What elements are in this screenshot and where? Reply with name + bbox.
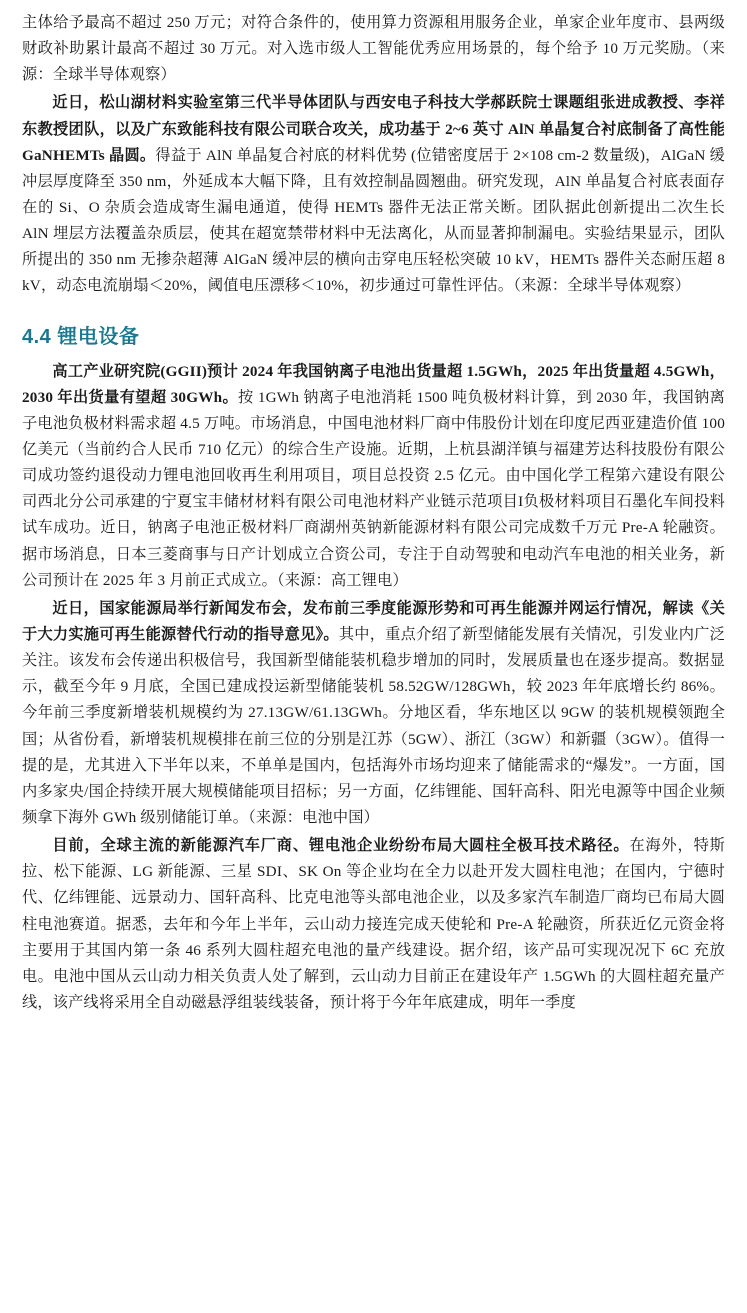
paragraph-lead-ggii: 高工产业研究院(GGII)预计 2024 年我国钠离子电池出货量超 1.5GWh，2025 年出货量超 4.5GWh，2030 年出货量有望超 30GWh。 bbox=[22, 362, 725, 406]
paragraph-lead-energy-bureau: 近日，国家能源局举行新闻发布会，发布前三季度能源形势和可再生能源并网运行情况，解读《关于大力实施可再生能源替代行动的指导意见》。 bbox=[22, 599, 725, 643]
paragraph-large-cylindrical bbox=[22, 833, 725, 1016]
paragraph-body-ggii: 按 1GWh 钠离子电池消耗 1500 吨负极材料计算，到 2030 年，我国钠离子电池负极材料需求超 4.5 万吨。市场消息，中国电池材料厂商中伟股份计划在印度尼西亚建造价值 100 亿美元（当前约合人民币 710 亿元）的综合生产设施。近期，上杭县湖洋镇与福建芳达科技股份有限公司成功签约退役动力锂电池回收再生利用项目，项目总投资 2.5 亿元。由中国化学工程第六建设有限公司西北分公司承建的宁夏宝丰储材材料有限公司电池材料产业链示范项目I负极材料项目石墨化车间投料试车成功。近日，钠离子电池正极材料厂商湖州英钠新能源材料有限公司完成数千万元 Pre-A 轮融资。据市场消息，日本三菱商事与日产计划成立合资公司，专注于自动驾驶和电动汽车电池的相关业务，新公司预计在 2025 年 3 月前正式成立。（来源：高工锂电） bbox=[22, 388, 725, 589]
paragraph-block-ggii bbox=[22, 359, 725, 594]
paragraph-energy-bureau bbox=[22, 596, 725, 831]
paragraph-block-gan-hemts bbox=[22, 90, 725, 299]
paragraph-subsidy: 主体给予最高不超过 250 万元；对符合条件的，使用算力资源租用服务企业，单家企业年度市、县两级财政补助累计最高不超过 30 万元。对入选市级人工智能优秀应用场景的，每个给予 10 万元奖励。（来源：全球半导体观察） bbox=[22, 14, 725, 84]
section-heading-4-4: 4.4 锂电设备 bbox=[22, 325, 140, 348]
paragraph-body-energy-bureau: 其中，重点介绍了新型储能发展有关情况，引发业内广泛关注。该发布会传递出积极信号，我国新型储能装机稳步增加的同时，发展质量也在逐步提高。数据显示，截至今年 9 月底，全国已建成投运新型储能装机 58.52GW/128GWh，较 2023 年年底增长约 86%。今年前三季度新增装机规模约为 27.13GW/61.13GWh。分地区看，华东地区以 9GW 的装机规模领跑全国；从省份看，新增装机规模排在前三位的分别是江苏（5GW）、浙江（3GW）和新疆（3GW）。值得一提的是，尤其进入下半年以来，不单单是国内，包括海外市场均迎来了储能需求的“爆发”。一方面，国内多家央/国企持续开展大规模储能项目招标；另一方面，亿纬锂能、国轩高科、阳光电源等中国企业频频拿下海外 GWh 级别储能订单。（来源：电池中国） bbox=[22, 625, 725, 826]
paragraph-block-large-cylindrical bbox=[22, 833, 725, 1016]
paragraph-ggii bbox=[22, 359, 725, 594]
paragraph-lead-large-cylindrical: 目前，全球主流的新能源汽车厂商、锂电池企业纷纷布局大圆柱全极耳技术路径。 bbox=[52, 837, 630, 855]
paragraph-lead-gan-hemts: 近日，松山湖材料实验室第三代半导体团队与西安电子科技大学郝跃院士课题组张进成教授、李祥东教授团队，以及广东致能科技有限公司联合攻关，成功基于 2~6 英寸 AlN 单晶复合衬底制备了高性能 GaNHEMTs 晶圆。 bbox=[22, 94, 725, 164]
paragraph-body-large-cylindrical: 在海外，特斯拉、松下能源、LG 新能源、三星 SDI、SK On 等企业均在全力以赴开发大圆柱电池；在国内，宁德时代、亿纬锂能、远景动力、国轩高科、比克电池等头部电池企业，以及多家汽车制造厂商均已布局大圆柱电池赛道。据悉，去年和今年上半年，云山动力接连完成天使轮和 Pre-A 轮融资，所获近亿元资金将主要用于其国内第一条 46 系列大圆柱超充电池的量产线建设。据介绍，该产品可实现况况下 6C 充放电。电池中国从云山动力相关负责人处了解到，云山动力目前正在建设年产 1.5GWh 的大圆柱超充量产线，该产线将采用全自动磁悬浮组装线装备，预计将于今年年底建成，明年一季度 bbox=[22, 837, 726, 1011]
paragraph-gan-hemts bbox=[22, 90, 725, 299]
paragraph-block-subsidy bbox=[22, 10, 725, 88]
paragraph-block-energy-bureau bbox=[22, 596, 725, 831]
paragraph-body-gan-hemts: 得益于 AlN 单晶复合衬底的材料优势 (位错密度居于 2×108 cm-2 数量级)，AlGaN 缓冲层厚度降至 350 nm，外延成本大幅下降，且有效控制晶圆翘曲。研究发现，AlN 单晶复合衬底表面存在的 Si、O 杂质会造成寄生漏电通道，使得 HEMTs 器件无法正常关断。团队据此创新提出二次生长 AlN 埋层方法覆盖杂质层，使其在超宽禁带材料中无法离化，从而显著抑制漏电。实验结果显示，团队所提出的 350 nm 无掺杂超薄 AlGaN 缓冲层的横向击穿电压轻松突破 10 kV，HEMTs 器件关态耐压超 8 kV，动态电流崩塌＜20%，阈值电压漂移＜10%，初步通过可靠性评估。（来源：全球半导体观察） bbox=[22, 146, 725, 295]
